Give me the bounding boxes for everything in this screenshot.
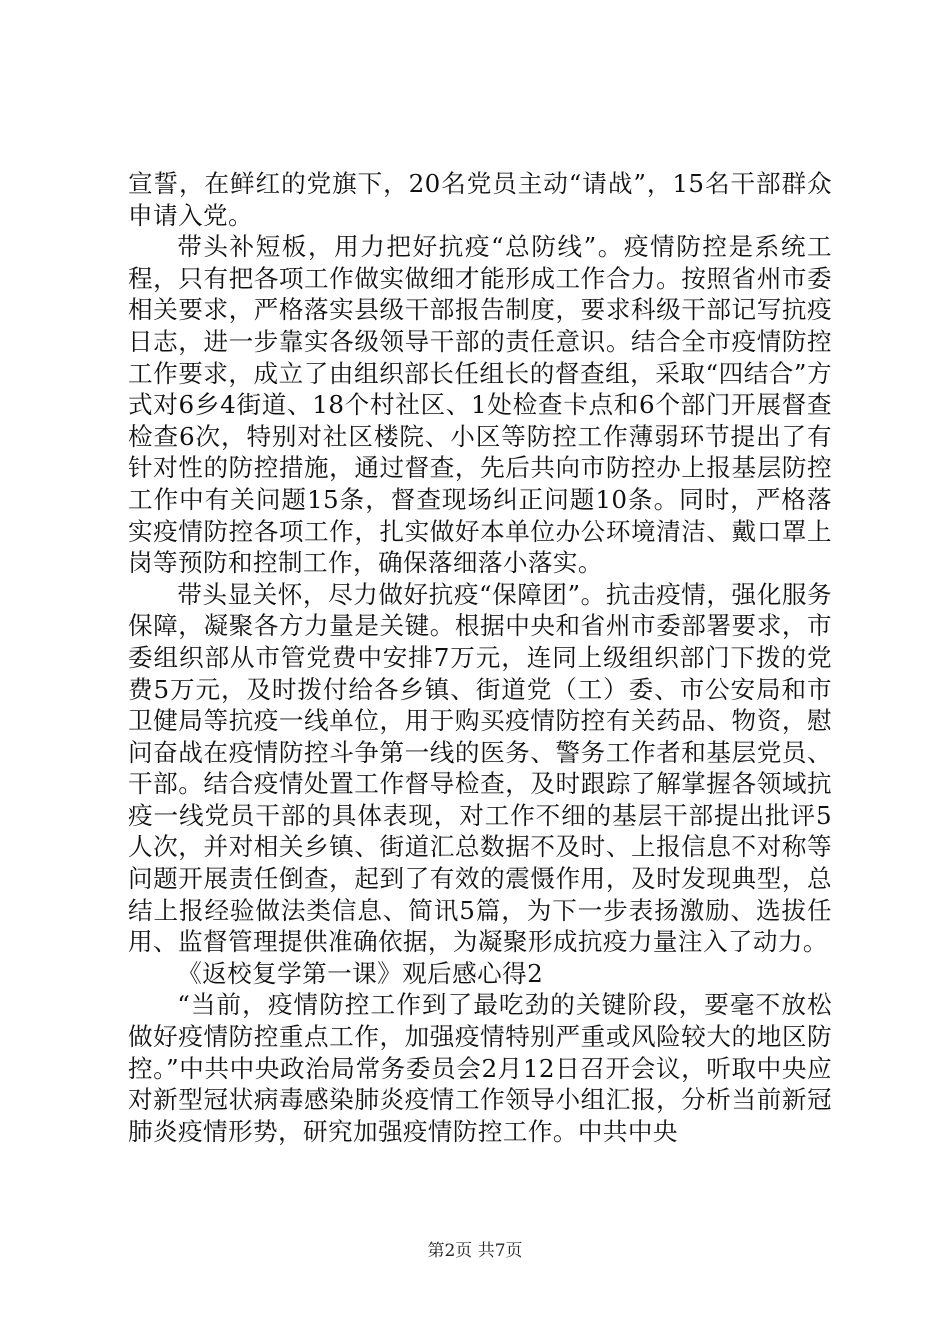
document-body xyxy=(128,168,832,1147)
page-footer: 第2页 共7页 xyxy=(427,1241,523,1261)
section-heading: 《返校复学第一课》观后感心得2 xyxy=(177,958,544,988)
paragraph-support: 带头显关怀，尽力做好抗疫“保障团”。抗击疫情，强化服务保障，凝聚各方力量是关键。根据中央和省州市委部署要求，市委组织部从市管党费中安排7万元，连同上级组织部门下拨的党费5万元，及时拨付给各乡镇、街道党（工）委、市公安局和市卫健局等抗疫一线单位，用于购买疫情防控有关药品、物资，慰问奋战在疫情防控斗争第一线的医务、警务工作者和基层党员、干部。结合疫情处置工作督导检查，及时跟踪了解掌握各领域抗疫一线党员干部的具体表现，对工作不细的基层干部提出批评5人次，并对相关乡镇、街道汇总数据不及时、上报信息不对称等问题开展责任倒查，起到了有效的震慑作用，及时发现典型，总结上报经验做法类信息、简讯5篇，为下一步表扬激励、选拔任用、监督管理提供准确依据，为凝聚形成抗疫力量注入了动力。 xyxy=(128,579,832,957)
paragraph-supervision: 带头补短板，用力把好抗疫“总防线”。疫情防控是系统工程，只有把各项工作做实做细才能形成工作合力。按照省州市委相关要求，严格落实县级干部报告制度，要求科级干部记写抗疫日志，进一步靠实各级领导干部的责任意识。结合全市疫情防控工作要求，成立了由组织部长任组长的督查组，采取“四结合”方式对6乡4街道、18个村社区、1处检查卡点和6个部门开展督查检查6次，特别对社区楼院、小区等防控工作薄弱环节提出了有针对性的防控措施，通过督查，先后共向市防控办上报基层防控工作中有关问题15条，督查现场纠正问题10条。同时，严格落实疫情防控各项工作，扎实做好本单位办公环境清洁、戴口罩上岗等预防和控制工作，确保落细落小落实。 xyxy=(128,232,832,578)
paragraph-meeting: “当前，疫情防控工作到了最吃劲的关键阶段，要毫不放松做好疫情防控重点工作，加强疫情特别严重或风险较大的地区防控。”中共中央政治局常务委员会2月12日召开会议，听取中央应对新型冠状病毒感染肺炎疫情工作领导小组汇报，分析当前新冠肺炎疫情形势，研究加强疫情防控工作。中共中央 xyxy=(128,990,832,1146)
paragraph-continuation: 宣誓，在鲜红的党旗下，20名党员主动“请战”，15名干部群众申请入党。 xyxy=(128,169,832,230)
